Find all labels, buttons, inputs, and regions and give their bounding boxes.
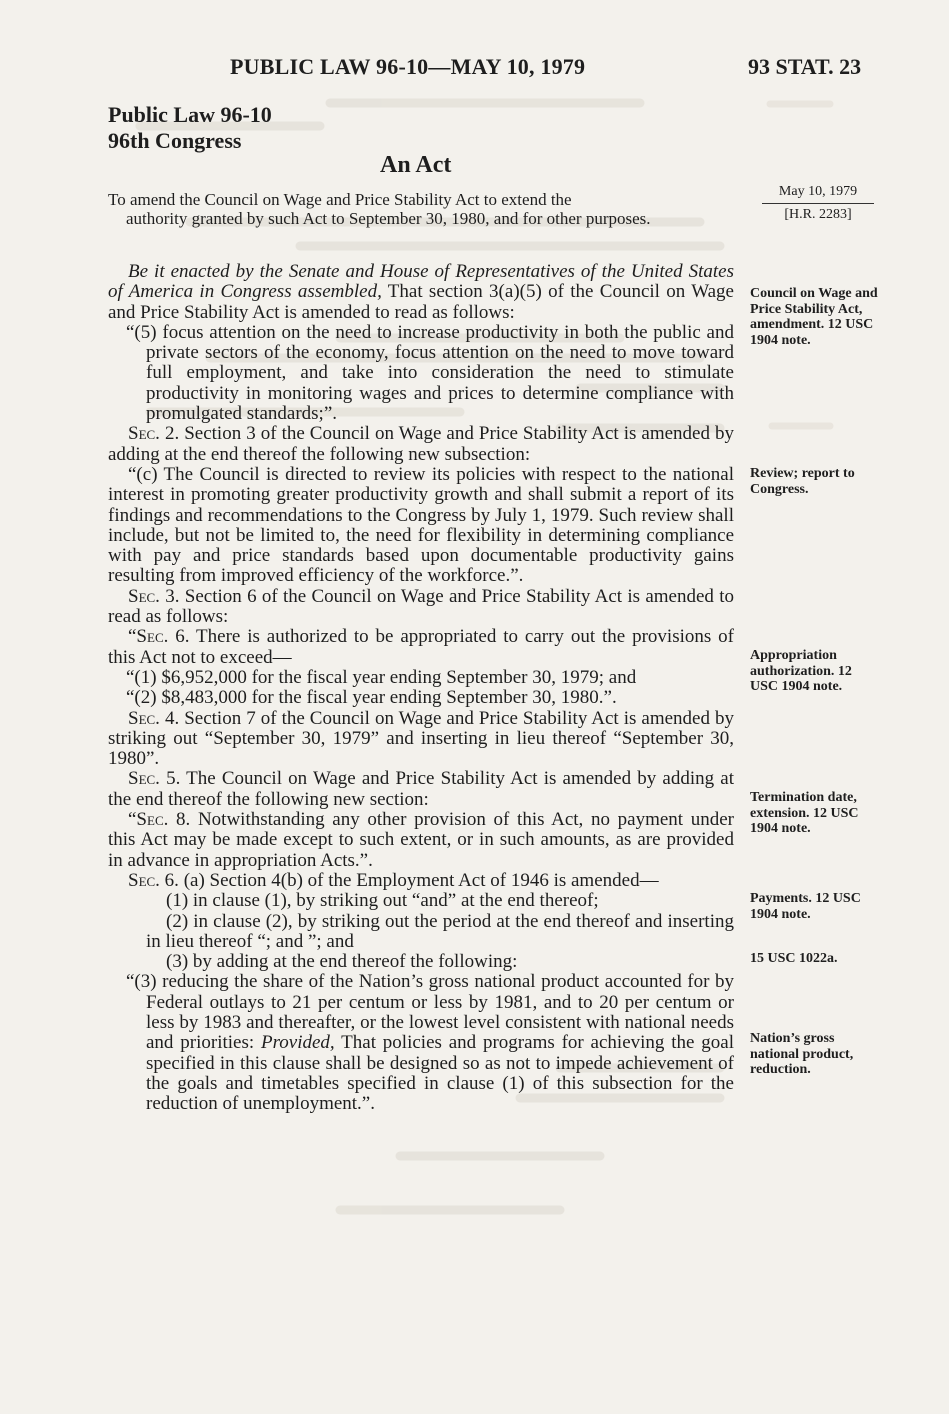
- purpose-first-line: To amend the Council on Wage and Price Stability Act to extend the: [108, 190, 572, 209]
- statute-body: [108, 262, 734, 1114]
- amendment-item-2: (2) in clause (2), by striking out the period at the end thereof and inserting in lieu thereof “; and ”; and: [146, 910, 734, 952]
- amendment-item-3: (3) by adding at the end thereof the following:: [166, 951, 518, 973]
- margin-note-15-usc-1022a: 15 USC 1022a.: [750, 951, 838, 966]
- bill-number: [H.R. 2283]: [784, 207, 852, 222]
- act-purpose: [108, 190, 734, 228]
- proviso-keyword: Provided,: [260, 1032, 335, 1054]
- enacting-clause: [108, 262, 734, 323]
- amendment-item-1: (1) in clause (1), by striking out “and” at the end thereof;: [166, 890, 599, 912]
- section-2: [108, 424, 734, 465]
- section-6: [108, 871, 734, 891]
- quoted-section-8: [108, 810, 734, 871]
- quoted-section-text: There is authorized to be appropriated to carry out the provisions of this Act not to exceed—: [108, 626, 734, 668]
- quoted-section-label: “Sec. 6.: [128, 626, 190, 648]
- enacting-provision: That section 3(a)(5) of the Council on Wage and Price Stability Act is amended to read as follows:: [108, 281, 734, 323]
- section-label: Sec. 2.: [128, 423, 180, 445]
- clause-3-start: “(3) reducing the share of the Nation’s gross national product accounted for by Federal outlays to 21 per centum or less by 1981, and to 20 per centum or less by 1983 and thereafter, or the lowest level consistent with national needs and priorities:: [126, 971, 734, 1054]
- quoted-section-label: “Sec. 8.: [128, 809, 191, 831]
- section-text: Section 6 of the Council on Wage and Price Stability Act is amended to read as follows:: [108, 585, 734, 628]
- section-text: Section 3 of the Council on Wage and Price Stability Act is amended by adding at the end thereof the following new subsection:: [108, 423, 734, 465]
- quoted-section-6: [108, 627, 734, 668]
- margin-note-gnp: Nation’s gross national product, reduction.: [750, 1031, 854, 1077]
- section-text: (a) Section 4(b) of the Employment Act of 1946 is amended—: [183, 869, 659, 891]
- section-3: [108, 587, 734, 628]
- congress-number: 96th Congress: [108, 128, 242, 153]
- margin-note-termination: Termination date, extension. 12 USC 1904 note.: [750, 790, 859, 836]
- section-label: Sec. 5.: [128, 768, 181, 790]
- section-label: Sec. 4.: [128, 707, 180, 729]
- purpose-continuation: authority granted by such Act to September 30, 1980, and for other purposes.: [126, 209, 651, 228]
- enactment-date: May 10, 1979: [762, 184, 874, 204]
- margin-note-review: Review; report to Congress.: [750, 466, 855, 497]
- enacting-formula: Be it enacted by the Senate and House of Representatives of the United States of America in Congress assembled,: [108, 261, 734, 303]
- enactment-info: [762, 184, 874, 223]
- section-4: [108, 709, 734, 770]
- section-label: Sec. 3.: [128, 585, 180, 607]
- subsection-c: “(c) The Council is directed to review its policies with respect to the national interest in promoting greater productivity growth and shall submit a report of its findings and recommendations to the Congress by July 1, 1979. Such review shall include, but not be limited to, the need for flexibility in determining compliance with pay and price standards based upon documentable productivity gains resulting from improved efficiency of the workforce.”.: [108, 463, 734, 587]
- margin-note-council: Council on Wage and Price Stability Act, amendment. 12 USC 1904 note.: [750, 286, 878, 348]
- public-law-number: Public Law 96-10: [108, 102, 272, 127]
- statutes-citation: 93 STAT. 23: [748, 54, 862, 79]
- clause-5: “(5) focus attention on the need to increase productivity in both the public and private sectors of the economy, focus attention on the need to move toward full employment, and take into consideration the need to stimulate productivity in monitoring wages and prices to determine compliance with promulgated standards;”.: [126, 321, 734, 425]
- appropriation-item-2: “(2) $8,483,000 for the fiscal year ending September 30, 1980.”.: [126, 687, 617, 709]
- section-5: [108, 769, 734, 810]
- act-heading: An Act: [380, 152, 452, 178]
- section-label: Sec. 6.: [128, 869, 179, 891]
- margin-note-appropriation: Appropriation authorization. 12 USC 1904 note.: [750, 648, 852, 694]
- running-head: PUBLIC LAW 96-10—MAY 10, 1979: [230, 54, 586, 79]
- section-text: The Council on Wage and Price Stability Act is amended by adding at the end thereof the following new section:: [108, 768, 734, 810]
- section-text: Section 7 of the Council on Wage and Price Stability Act is amended by striking out “September 30, 1979” and inserting in lieu thereof “September 30, 1980”.: [108, 707, 734, 770]
- clause-3-text: [108, 972, 734, 1114]
- appropriation-item-1: “(1) $6,952,000 for the fiscal year ending September 30, 1979; and: [126, 666, 637, 688]
- margin-note-payments: Payments. 12 USC 1904 note.: [750, 891, 861, 922]
- clause-3-end: That policies and programs for achieving the goal specified in this clause shall be designed so as not to impede achievement of the goals and timetables specified in clause (1) of this subsection for the reduction of unemployment.”.: [146, 1032, 734, 1115]
- quoted-section-text: Notwithstanding any other provision of this Act, no payment under this Act may be made except to such extent, or in such amounts, as are provided in advance in appropriation Acts.”.: [108, 809, 734, 871]
